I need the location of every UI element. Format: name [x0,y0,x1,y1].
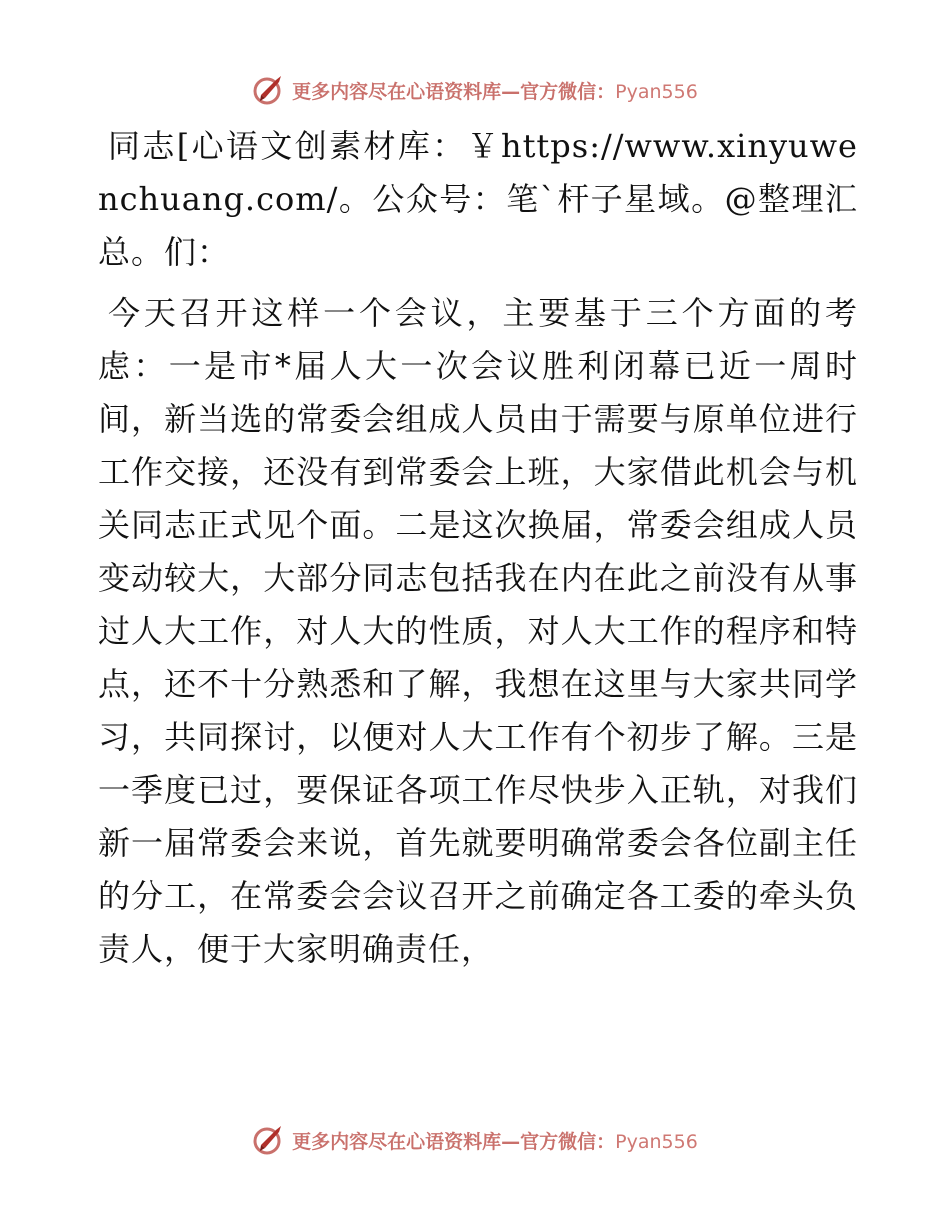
header-banner [0,70,950,110]
footer-banner-label: 更多内容尽在心语资料库—官方微信： [292,1130,616,1153]
document-body [98,120,858,976]
paragraph-main: 今天召开这样一个会议，主要基于三个方面的考虑：一是市*届人大一次会议胜利闭幕已近一周时间，新当选的常委会组成人员由于需要与原单位进行工作交接，还没有到常委会上班，大家借此机会与机关同志正式见个面。二是这次换届，常委会组成人员变动较大，大部分同志包括我在内在此之前没有从事过人大工作，对人大的性质，对人大工作的程序和特点，还不十分熟悉和了解，我想在这里与大家共同学习，共同探讨，以便对人大工作有个初步了解。三是一季度已过，要保证各项工作尽快步入正轨，对我们新一届常委会来说，首先就要明确常委会各位副主任的分工，在常委会会议召开之前确定各工委的牵头负责人，便于大家明确责任， [98,294,858,968]
paragraph-salutation: 同志[心语文创素材库：￥https://www.xinyuwenchuang.com/。公众号：笔`杆子星域。@整理汇总。们： [98,127,858,271]
pen-logo-icon [252,1123,286,1157]
footer-banner-text [292,1127,698,1154]
footer-wechat-id: Pyan556 [615,1130,698,1153]
pen-logo-icon [252,73,286,107]
header-banner-text [292,77,698,104]
footer-banner [0,1120,950,1160]
header-wechat-id: Pyan556 [615,80,698,103]
header-banner-label: 更多内容尽在心语资料库—官方微信： [292,80,616,103]
